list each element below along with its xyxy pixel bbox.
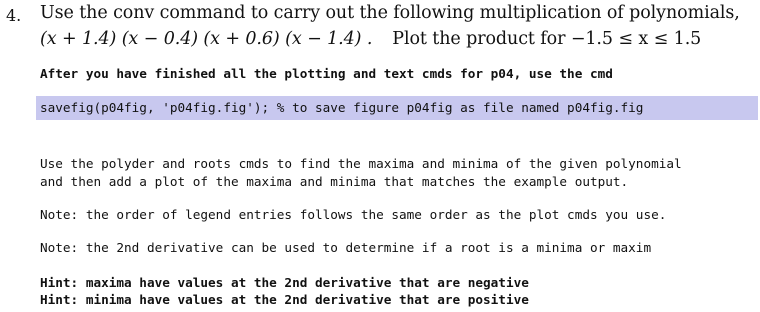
- save-command-text: savefig(p04fig, 'p04fig.fig'); % to save figure p04fig as file named p04fig.fig: [40, 100, 644, 115]
- instruction-line-1: Use the polyder and roots cmds to find the maxima and minima of the given polynomial: [40, 156, 682, 171]
- hint-maxima: Hint: maxima have values at the 2nd derivative that are negative: [40, 275, 529, 290]
- note-legend-order: Note: the order of legend entries follows the same order as the plot cmds you use.: [40, 207, 667, 222]
- save-command-block: [36, 96, 758, 120]
- hint-minima: Hint: minima have values at the 2nd derivative that are positive: [40, 292, 529, 307]
- question-line-2: [40, 29, 701, 49]
- question-number: 4.: [6, 6, 22, 25]
- plot-range-instruction: Plot the product for −1.5 ≤ x ≤ 1.5: [392, 29, 702, 49]
- instruction-line-2: and then add a plot of the maxima and minima that matches the example output.: [40, 174, 629, 189]
- after-plotting-note: After you have finished all the plotting and text cmds for p04, use the cmd: [40, 66, 613, 81]
- note-second-derivative: Note: the 2nd derivative can be used to determine if a root is a minima or maxim: [40, 240, 652, 255]
- question-line-1: Use the conv command to carry out the following multiplication of polynomials,: [40, 3, 740, 23]
- polynomial-expression: (x + 1.4) (x − 0.4) (x + 0.6) (x − 1.4) .: [40, 29, 373, 49]
